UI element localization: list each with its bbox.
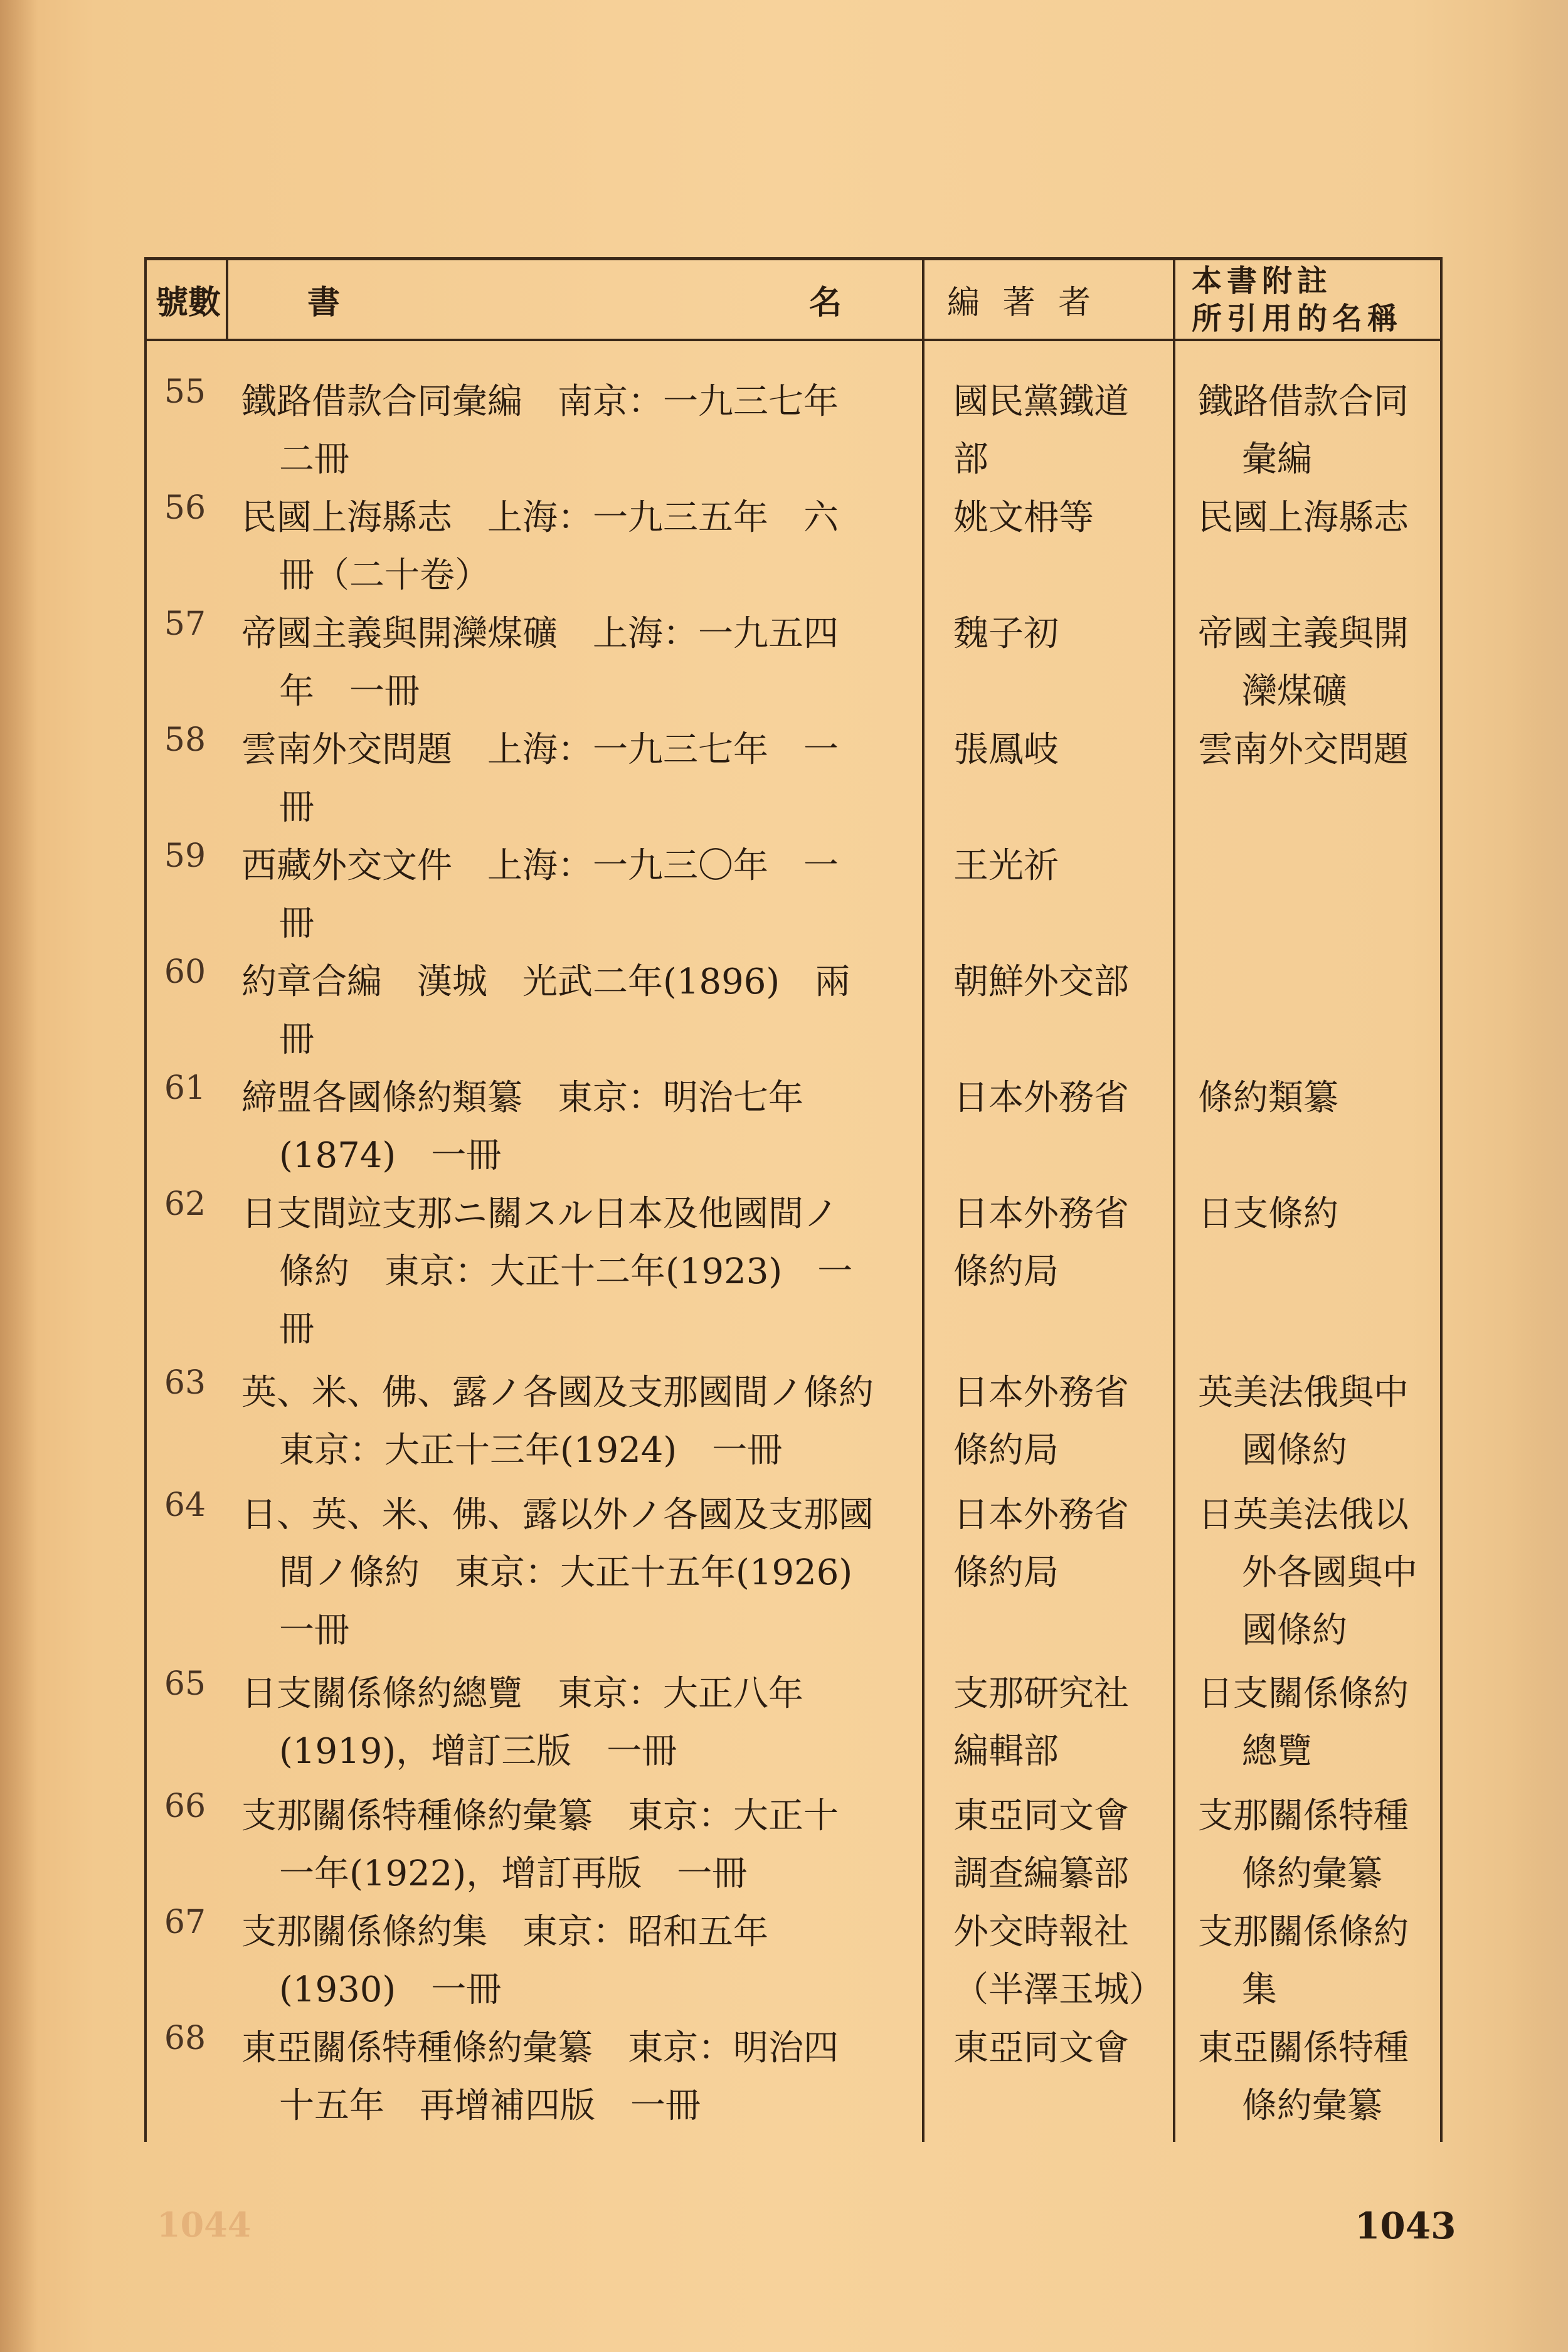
row-author-line: 日本外務省 [953,1078,1129,1118]
row-title-line: 一年(1922)，增訂再版 一冊 [279,1853,748,1894]
row-number: 64 [164,1486,206,1524]
row-title-line: 締盟各國條約類纂 東京：明治七年 [241,1078,803,1118]
row-author-line: 編輯部 [953,1731,1059,1772]
row-abbreviation-line: 支那關係條約 [1198,1912,1409,1952]
header-number: 號數 [155,283,221,322]
row-title-line: 日支間竝支那ニ關スル日本及他國間ノ [241,1194,839,1234]
row-author-line: 條約局 [953,1251,1059,1292]
row-title [241,953,1057,1069]
row-author-line: 條約局 [953,1552,1059,1593]
row-author-line: 東亞同文會 [953,1796,1129,1836]
row-abbreviation-line: 帝國主義與開 [1198,613,1409,654]
row-number: 56 [164,489,206,527]
row-abbreviation-line: 條約彙纂 [1242,2085,1382,2126]
row-title-line: 間ノ條約 東京：大正十五年(1926) [279,1552,853,1593]
row-abbreviation-line: 集 [1242,1969,1277,2010]
row-author-line: 國民黨鐵道 [953,381,1129,422]
row-author-line: 張鳳岐 [953,729,1059,770]
row-number: 58 [164,721,206,759]
row-title-line: 東亞關係特種條約彙纂 東京：明治四 [241,2028,839,2069]
header-title-end: 名 [809,283,842,322]
row-author-line: 日本外務省 [953,1194,1129,1234]
row-title-line: 冊（二十卷） [279,555,490,596]
row-author [953,1788,1192,1903]
row-title-line: 一冊 [279,1610,349,1651]
row-abbreviation-line: 日支條約 [1198,1194,1338,1234]
row-title-line: 冊 [279,1019,314,1060]
row-title-line: 約章合編 漢城 光武二年(1896) 兩 [241,961,850,1002]
row-author [953,721,1192,779]
row-author [953,2020,1192,2077]
header-title-start: 書 [307,283,341,322]
row-author-line: 東亞同文會 [953,2028,1129,2069]
row-title-line: 日、英、米、佛、露以外ノ各國及支那國 [241,1495,874,1535]
row-author-line: 日本外務省 [953,1495,1129,1535]
row-abbreviation-line: 彙編 [1242,439,1312,480]
row-title [241,605,1057,721]
row-number: 55 [164,373,206,411]
row-title-line: (1874) 一冊 [279,1135,502,1176]
row-title-line: 支那關係特種條約彙纂 東京：大正十 [241,1796,839,1836]
header-abbreviation-line2: 所引用的名稱 [1192,300,1403,336]
row-number: 57 [164,605,206,643]
row-title-line: (1930) 一冊 [279,1969,502,2010]
row-title [241,373,1057,489]
row-title [241,1904,1057,2019]
row-author-line: 王光祈 [953,845,1059,886]
header-author: 編 著 者 [947,284,1098,322]
row-author-line: 日本外務省 [953,1372,1129,1413]
row-title [241,489,1057,605]
row-author [953,837,1192,895]
row-number: 62 [164,1185,206,1223]
row-author [953,489,1192,547]
row-title-line: 鐵路借款合同彙編 南京：一九三七年 [241,381,839,422]
row-number: 61 [164,1069,206,1107]
row-author-line: 外交時報社 [953,1912,1129,1952]
page-number-left: 1044 [157,2205,252,2245]
row-title-line: 西藏外交文件 上海：一九三〇年 一 [241,845,839,886]
row-abbreviation [1198,2020,1449,2135]
row-abbreviation [1198,1185,1449,1243]
row-author [953,1665,1192,1781]
row-abbreviation-line: 總覽 [1242,1731,1312,1772]
row-abbreviation [1198,1788,1449,1903]
row-title [241,1364,1057,1480]
row-title-line: 冊 [279,1309,314,1350]
row-abbreviation [1198,1904,1449,2019]
row-title-line: 年 一冊 [279,671,420,712]
row-author [953,1069,1192,1127]
row-abbreviation-line: 外各國與中 [1242,1552,1417,1593]
row-number: 66 [164,1788,206,1825]
row-number: 65 [164,1665,206,1703]
row-title [241,1665,1057,1781]
header-rule [144,339,1443,341]
page-gutter-shadow [0,0,38,2352]
row-abbreviation [1198,721,1449,779]
row-abbreviation-line: 雲南外交問題 [1198,729,1409,770]
row-author [953,373,1192,489]
row-abbreviation-line: 條約類纂 [1198,1078,1338,1118]
row-abbreviation [1198,1364,1449,1480]
row-number: 59 [164,837,206,875]
bibliography-table [144,257,1443,2142]
row-abbreviation-line: 日英美法俄以 [1198,1495,1409,1535]
row-title-line: 冊 [279,787,314,828]
page-right-edge [1512,0,1568,2352]
row-author [953,1364,1192,1480]
row-number: 67 [164,1904,206,1941]
row-abbreviation-line: 日支關係條約 [1198,1673,1409,1714]
row-abbreviation-line: 民國上海縣志 [1198,497,1409,538]
row-title-line: 日支關係條約總覽 東京：大正八年 [241,1673,803,1714]
row-title [241,837,1057,953]
row-abbreviation-line: 條約彙纂 [1242,1853,1382,1894]
row-abbreviation-line: 支那關係特種 [1198,1796,1409,1836]
row-abbreviation-line: 東亞關係特種 [1198,2028,1409,2069]
row-title-line: 十五年 再增補四版 一冊 [279,2085,701,2126]
row-title-line: 條約 東京：大正十二年(1923) 一 [279,1251,853,1292]
row-abbreviation-line: 鐵路借款合同 [1198,381,1409,422]
row-title-line: 雲南外交問題 上海：一九三七年 一 [241,729,839,770]
row-author [953,1486,1192,1602]
row-title [241,1069,1057,1185]
header-divider-number [226,260,228,339]
page-number-right: 1043 [1355,2205,1456,2247]
row-title-line: 英、米、佛、露ノ各國及支那國間ノ條約 [241,1372,874,1413]
row-author-line: 姚文枏等 [953,497,1094,538]
header-abbreviation [1192,260,1436,339]
row-title [241,2020,1057,2135]
row-author-line: 條約局 [953,1430,1059,1471]
header-abbreviation-line1: 本書附註 [1192,263,1333,299]
row-author [953,605,1192,663]
row-number: 68 [164,2020,206,2057]
row-abbreviation [1198,373,1449,489]
row-author-line: 魏子初 [953,613,1059,654]
row-author-line: （半澤玉城） [953,1969,1164,2010]
row-title-line: (1919)，增訂三版 一冊 [279,1731,677,1772]
row-author-line: 朝鮮外交部 [953,961,1129,1002]
row-title-line: 二冊 [279,439,349,480]
row-author-line: 調查編纂部 [953,1853,1129,1894]
row-abbreviation [1198,1665,1449,1781]
row-author [953,1185,1192,1301]
row-abbreviation-line: 英美法俄與中 [1198,1372,1409,1413]
row-author [953,1904,1192,2019]
row-author-line: 支那研究社 [953,1673,1129,1714]
row-title [241,1788,1057,1903]
row-title-line: 民國上海縣志 上海：一九三五年 六 [241,497,839,538]
row-title-line: 東京：大正十三年(1924) 一冊 [279,1430,783,1471]
row-title [241,1486,1057,1660]
row-title-line: 支那關係條約集 東京：昭和五年 [241,1912,768,1952]
row-title [241,1185,1057,1359]
row-title-line: 冊 [279,903,314,944]
row-abbreviation [1198,605,1449,721]
row-abbreviation-line: 國條約 [1242,1610,1347,1651]
row-abbreviation-line: 國條約 [1242,1430,1347,1471]
row-title-line: 帝國主義與開灤煤礦 上海：一九五四 [241,613,839,654]
row-title [241,721,1057,837]
row-number: 63 [164,1364,206,1402]
row-abbreviation-line: 灤煤礦 [1242,671,1347,712]
row-abbreviation [1198,1486,1449,1660]
row-number: 60 [164,953,206,991]
row-abbreviation [1198,1069,1449,1127]
row-author [953,953,1192,1011]
row-abbreviation [1198,489,1449,547]
row-author-line: 部 [953,439,988,480]
